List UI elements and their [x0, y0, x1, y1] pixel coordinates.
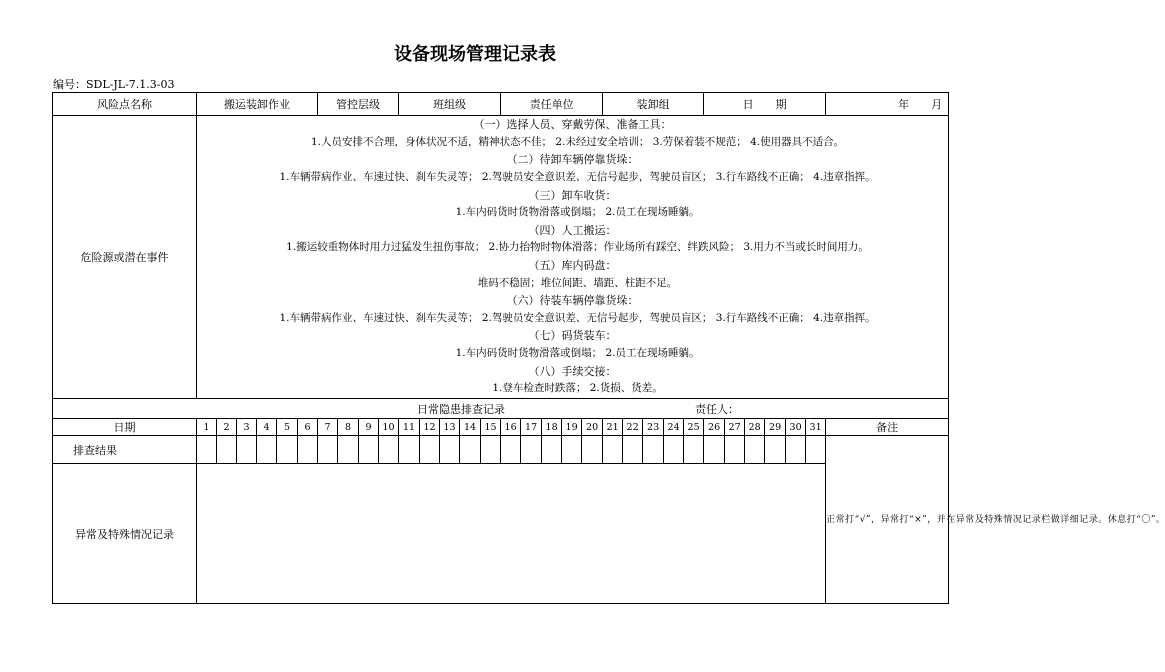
hazards-row	[53, 116, 949, 399]
result-cell[interactable]	[420, 436, 440, 464]
result-cell[interactable]	[542, 436, 562, 464]
result-cell[interactable]	[440, 436, 460, 464]
hazard-text: 1.登车检查时跌落； 2.货损、货差。	[492, 382, 663, 395]
hazard-text: 1.人员安排不合理，身体状况不适，精神状态不佳； 2.未经过安全培训； 3.劳保着装不规范； 4.使用器具不适合。	[311, 135, 845, 148]
result-cell[interactable]	[745, 436, 765, 464]
result-cell[interactable]	[562, 436, 582, 464]
result-cell[interactable]	[603, 436, 623, 464]
control-level-value: 班组级	[399, 93, 501, 116]
risk-point-value: 搬运装卸作业	[197, 93, 318, 116]
hazard-text: 1.搬运较重物体时用力过猛发生扭伤事故； 2.协力抬物时物体滑落；作业场所有踩空、绊跌风险； 3.用力不当或长时间用力。	[286, 241, 869, 254]
risk-point-label: 风险点名称	[53, 93, 197, 116]
day-cell: 22	[623, 419, 643, 436]
hazard-text: 1.车内码货时货物滑落或倒塌； 2.员工在现场睡躺。	[455, 346, 700, 359]
result-cell[interactable]	[277, 436, 298, 464]
result-cell[interactable]	[643, 436, 664, 464]
date-label: 日 期	[704, 93, 826, 116]
hazard-heading: （七）码货装车：	[528, 329, 617, 343]
result-cell[interactable]	[704, 436, 725, 464]
result-cell[interactable]	[460, 436, 481, 464]
hazards-content	[197, 116, 949, 399]
result-cell[interactable]	[237, 436, 257, 464]
day-cell: 25	[684, 419, 704, 436]
abnormal-label: 异常及特殊情况记录	[53, 464, 197, 604]
day-cell: 26	[704, 419, 725, 436]
day-cell: 9	[359, 419, 379, 436]
result-row	[53, 436, 949, 464]
day-cell: 14	[460, 419, 481, 436]
abnormal-row	[53, 464, 949, 604]
day-cell: 23	[643, 419, 664, 436]
abnormal-record-area[interactable]	[197, 464, 826, 604]
hazards-label: 危险源或潜在事件	[53, 116, 197, 399]
hazard-text: 1.车辆带病作业、车速过快、刹车失灵等； 2.驾驶员安全意识差、无信号起步，驾驶员盲区； 3.行车路线不正确； 4.违章指挥。	[279, 311, 876, 324]
day-cell: 8	[338, 419, 359, 436]
hazard-heading: （一）选择人员、穿戴劳保、准备工具：	[473, 118, 672, 132]
result-cell[interactable]	[399, 436, 420, 464]
result-cell[interactable]	[197, 436, 217, 464]
day-cell: 3	[237, 419, 257, 436]
result-cell[interactable]	[582, 436, 603, 464]
day-cell: 1	[197, 419, 217, 436]
result-label: 排查结果	[53, 436, 197, 464]
result-cell[interactable]	[786, 436, 806, 464]
days-row	[53, 419, 949, 436]
result-cell[interactable]	[664, 436, 684, 464]
result-cell[interactable]	[257, 436, 277, 464]
result-cell[interactable]	[806, 436, 826, 464]
day-cell: 4	[257, 419, 277, 436]
hazard-heading: （二）待卸车辆停靠货垛：	[506, 153, 639, 167]
document-number: 编号：SDL-JL-7.1.3-03	[53, 78, 175, 91]
day-cell: 12	[420, 419, 440, 436]
day-cell: 28	[745, 419, 765, 436]
result-cell[interactable]	[521, 436, 542, 464]
header-row	[53, 93, 949, 116]
day-cell: 5	[277, 419, 298, 436]
daily-title-row	[53, 399, 949, 419]
day-cell: 11	[399, 419, 420, 436]
day-cell: 18	[542, 419, 562, 436]
result-cell[interactable]	[217, 436, 237, 464]
responsible-unit-value: 装卸组	[603, 93, 704, 116]
result-cell[interactable]	[338, 436, 359, 464]
hazard-heading: （五）库内码盘：	[528, 259, 617, 272]
result-cell[interactable]	[765, 436, 786, 464]
day-cell: 16	[501, 419, 521, 436]
day-cell: 29	[765, 419, 786, 436]
hazard-heading: （三）卸车收货：	[528, 188, 617, 202]
day-cell: 2	[217, 419, 237, 436]
result-cell[interactable]	[359, 436, 379, 464]
responsible-label: 责任人：	[695, 402, 739, 416]
day-cell: 31	[806, 419, 826, 436]
day-cell: 24	[664, 419, 684, 436]
daily-date-label: 日期	[53, 419, 197, 436]
day-cell: 6	[298, 419, 318, 436]
day-cell: 19	[562, 419, 582, 436]
hazard-heading: （八）手续交接：	[528, 364, 617, 378]
result-cell[interactable]	[684, 436, 704, 464]
remark-text: 正常打“√”，异常打“×”，并在异常及特殊情况记录栏做详细记录。休息打“〇”。	[826, 436, 949, 604]
hazard-heading: （六）待装车辆停靠货垛：	[506, 294, 639, 308]
hazard-text: 堆码不稳固；堆位间距、墙距、柱距不足。	[477, 276, 678, 289]
result-cell[interactable]	[725, 436, 745, 464]
day-cell: 20	[582, 419, 603, 436]
daily-title-cell	[53, 399, 949, 419]
result-cell[interactable]	[298, 436, 318, 464]
hazard-text: 1.车辆带病作业、车速过快、刹车失灵等； 2.驾驶员安全意识差、无信号起步，驾驶员盲区； 3.行车路线不正确； 4.违章指挥。	[279, 171, 876, 184]
record-table	[52, 92, 1165, 604]
day-cell: 13	[440, 419, 460, 436]
page-title: 设备现场管理记录表	[394, 44, 556, 65]
control-level-label: 管控层级	[318, 93, 399, 116]
remark-label: 备注	[826, 419, 949, 436]
result-cell[interactable]	[501, 436, 521, 464]
day-cell: 7	[318, 419, 338, 436]
day-cell: 15	[481, 419, 501, 436]
result-cell[interactable]	[318, 436, 338, 464]
day-cell: 21	[603, 419, 623, 436]
hazard-heading: （四）人工搬运：	[528, 223, 617, 237]
day-cell: 17	[521, 419, 542, 436]
date-value-text: 年 月	[898, 98, 943, 111]
responsible-unit-label: 责任单位	[501, 93, 603, 116]
day-cell: 27	[725, 419, 745, 436]
result-cell[interactable]	[623, 436, 643, 464]
hazard-text: 1.车内码货时货物滑落或倒塌； 2.员工在现场睡躺。	[455, 206, 700, 219]
day-cell: 10	[379, 419, 399, 436]
daily-title: 日常隐患排查记录	[417, 402, 505, 416]
result-cell[interactable]	[379, 436, 399, 464]
day-cell: 30	[786, 419, 806, 436]
result-cell[interactable]	[481, 436, 501, 464]
date-value	[826, 93, 949, 116]
